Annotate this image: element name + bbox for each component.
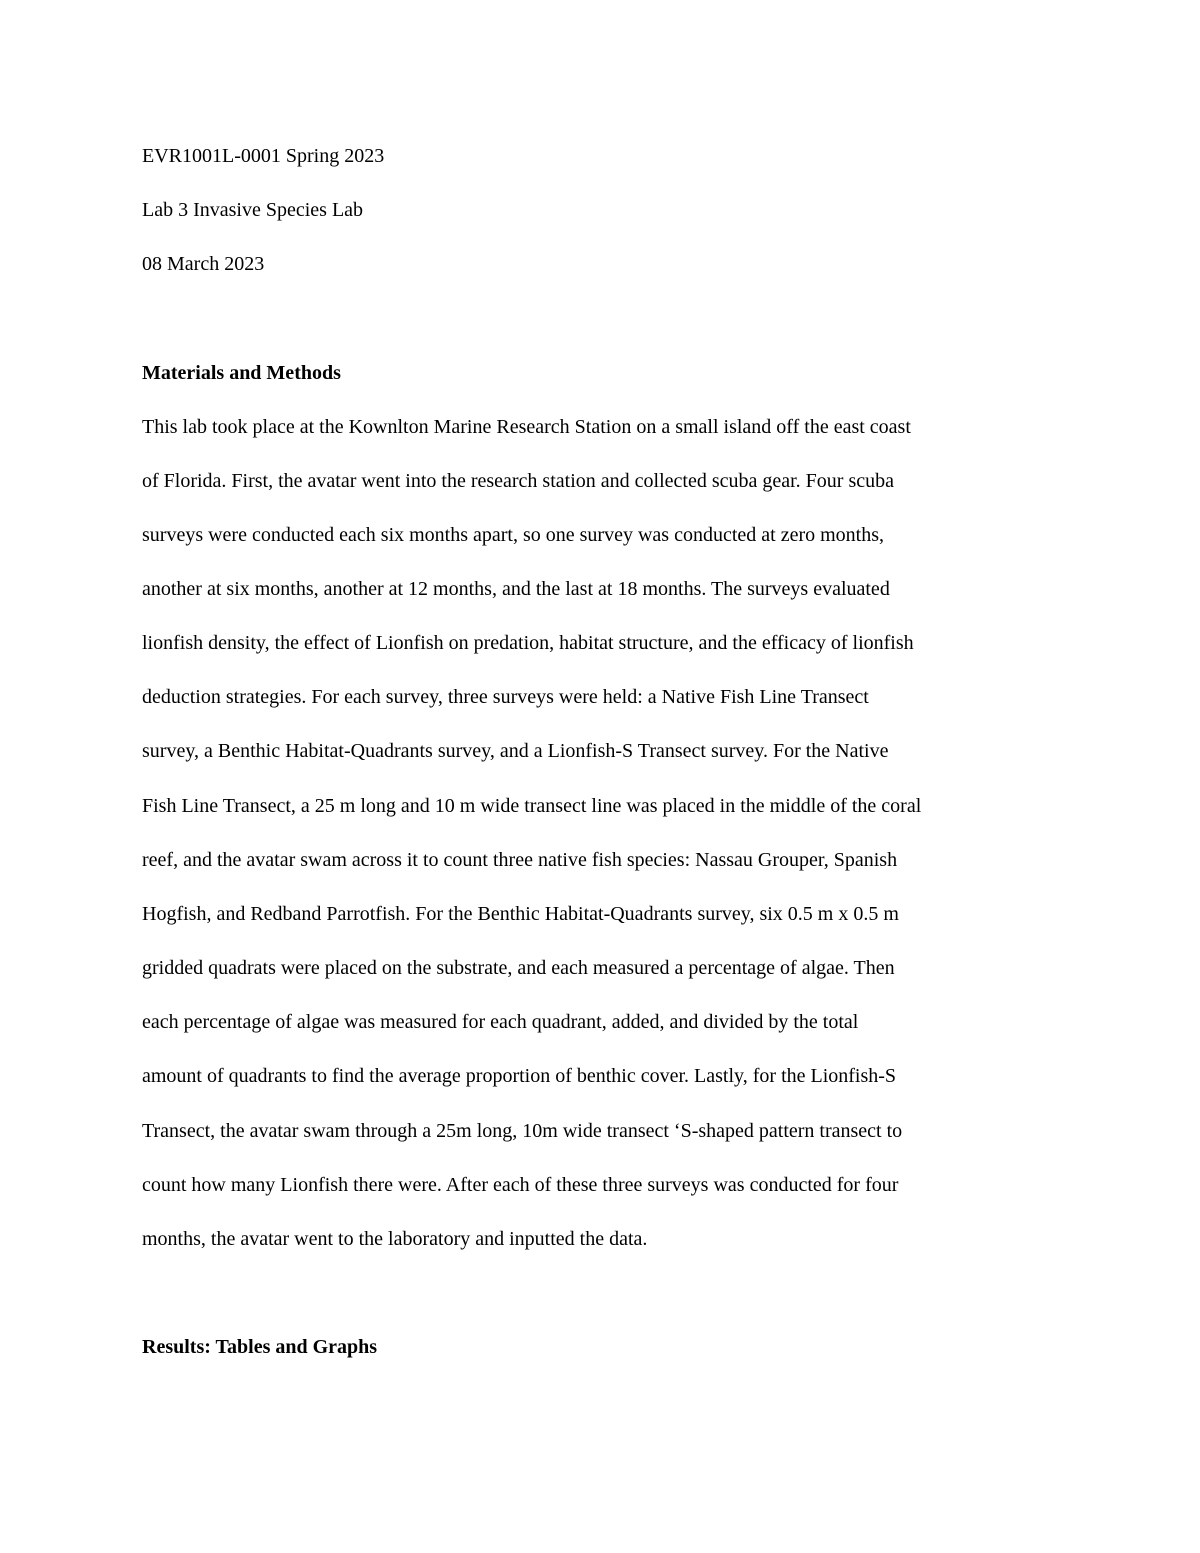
methods-paragraph-line: Fish Line Transect, a 25 m long and 10 m wide transect line was placed in the middle of the coral — [142, 795, 922, 817]
methods-paragraph-line: months, the avatar went to the laboratory and inputted the data. — [142, 1228, 648, 1250]
methods-paragraph-line: survey, a Benthic Habitat-Quadrants survey, and a Lionfish-S Transect survey. For the Native — [142, 740, 889, 762]
lab-title-line: Lab 3 Invasive Species Lab — [142, 199, 364, 221]
methods-paragraph-line: count how many Lionfish there were. After each of these three surveys was conducted for four — [142, 1174, 899, 1196]
methods-paragraph-line: deduction strategies. For each survey, three surveys were held: a Native Fish Line Transect — [142, 686, 869, 708]
methods-paragraph-line: reef, and the avatar swam across it to count three native fish species: Nassau Grouper, Spanish — [142, 849, 898, 871]
methods-paragraph-line: surveys were conducted each six months apart, so one survey was conducted at zero months, — [142, 524, 885, 546]
methods-paragraph-line: gridded quadrats were placed on the substrate, and each measured a percentage of algae. Then — [142, 957, 895, 979]
results-heading: Results: Tables and Graphs — [142, 1336, 378, 1358]
methods-paragraph-line: Hogfish, and Redband Parrotfish. For the Benthic Habitat-Quadrants survey, six 0.5 m x 0.5 m — [142, 903, 899, 925]
methods-paragraph-line: another at six months, another at 12 months, and the last at 18 months. The surveys evaluated — [142, 578, 890, 600]
methods-paragraph-line: Transect, the avatar swam through a 25m long, 10m wide transect ‘S-shaped pattern transect to — [142, 1120, 903, 1142]
methods-heading: Materials and Methods — [142, 362, 341, 384]
course-line: EVR1001L-0001 Spring 2023 — [142, 145, 385, 167]
methods-paragraph-line: amount of quadrants to find the average proportion of benthic cover. Lastly, for the Lionfish-S — [142, 1065, 897, 1087]
methods-paragraph-line: each percentage of algae was measured for each quadrant, added, and divided by the total — [142, 1011, 859, 1033]
methods-paragraph-line: lionfish density, the effect of Lionfish on predation, habitat structure, and the efficacy of lionfish — [142, 632, 914, 654]
methods-paragraph-line: This lab took place at the Kownlton Marine Research Station on a small island off the east coast — [142, 416, 911, 438]
methods-paragraph-line: of Florida. First, the avatar went into the research station and collected scuba gear. Four scuba — [142, 470, 894, 492]
date-line: 08 March 2023 — [142, 253, 265, 275]
